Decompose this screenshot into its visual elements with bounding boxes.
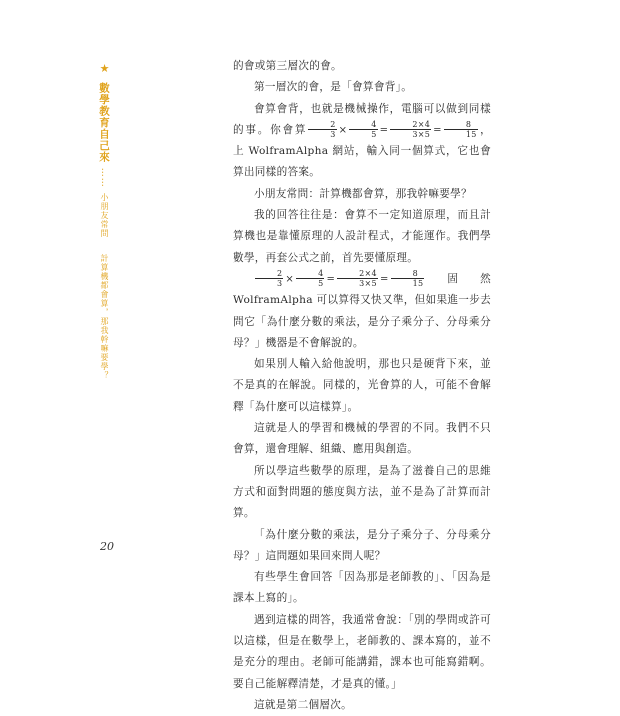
paragraph: 如果別人輸入給他說明，那也只是硬背下來，並不是真的在解說。同樣的，光會算的人，可能不會解釋「為什麼可以這樣算」。 bbox=[233, 358, 491, 413]
title-separator: …… bbox=[99, 167, 109, 188]
paragraph: 這就是第二個層次。 bbox=[254, 698, 353, 711]
paragraph: 有些學生會回答「因為那是老師教的」、「因為是課本上寫的」。 bbox=[233, 571, 491, 605]
fraction: $\frac{4}{5}$ bbox=[349, 120, 377, 139]
paragraph: 第一層次的會，是「會算會背」。 bbox=[254, 81, 413, 94]
paragraph: 這就是人的學習和機械的學習的不同。我們不只會算，還會理解、組織、應用與創造。 bbox=[233, 422, 491, 456]
body-text bbox=[233, 56, 491, 716]
paragraph: 我的回答往往是：會算不一定知道原理，而且計算機也是靠懂原理的人設計程式，才能運作。我們學數學，再套公式之前，首先要懂原理。 bbox=[233, 209, 491, 264]
fraction: $\frac{4}{5}$ bbox=[296, 269, 324, 288]
fraction: $\frac{2}{3}$ bbox=[255, 269, 283, 288]
page-number: 20 bbox=[100, 540, 114, 553]
paragraph-text: 固然 WolframAlpha 可以算得又快又準，但如果進一步去問它「為什麼分數的乘法，是分子乘分子、分母乘分母？」機器是不會解說的。 bbox=[233, 272, 491, 349]
running-head bbox=[96, 62, 112, 380]
chapter-title-line2: 計算機都會算，那我幹嘛要學？ bbox=[100, 253, 109, 380]
paragraph: $\frac{2}{3}$ × $\frac{4}{5}$ = $\frac{2\times 4}{3\times 5}$ = $\frac{8}{15}$ 固然 WolframAlpha 可以算得又快又準，但如果進一步去問它「為什麼分數的乘法，是分子乘分子、分母乘分母？」機器是不會解說的。 bbox=[233, 269, 491, 349]
paragraph: 小朋友常問：計算機都會算，那我幹嘛要學？ bbox=[254, 187, 472, 200]
fraction: $\frac{8}{15}$ bbox=[444, 120, 478, 139]
fraction: $\frac{2\times 4}{3\times 5}$ bbox=[337, 269, 378, 288]
paragraph: 「為什麼分數的乘法，是分子乘分子、分母乘分母？」這問題如果回來問人呢？ bbox=[233, 528, 491, 562]
chapter-title-line1: 小朋友常問 bbox=[100, 192, 109, 238]
paragraph: 的會或第三層次的會。 bbox=[233, 60, 342, 72]
paragraph-text: ，上 WolframAlpha 網站，輸入同一個算式，它也會算出同樣的答案。 bbox=[233, 123, 491, 179]
paragraph: 遇到這樣的問答，我通常會說：「別的學問或許可以這樣，但是在數學上，老師教的、課本寫的，並不是充分的理由。老師可能講錯，課本也可能寫錯啊。要自己能解釋清楚，才是真的懂。」 bbox=[233, 613, 491, 690]
fraction: $\frac{2}{3}$ bbox=[308, 120, 336, 139]
paragraph: 會算會背，也就是機械操作，電腦可以做到同樣的事。你會算 $\frac{2}{3}$ × $\frac{4}{5}$ = $\frac{2\times 4}{3\times 5}$ = $\frac{8}{15}$ ，上 WolframAlpha 網站，輸入同一個算式，它也會算出同樣的答案。 bbox=[233, 102, 491, 179]
star-icon: ★ bbox=[98, 62, 111, 75]
paragraph-text: 會算會背，也就是機械操作，電腦可以做到同樣的事。你會算 bbox=[233, 102, 491, 136]
fraction: $\frac{8}{15}$ bbox=[391, 269, 425, 288]
fraction: $\frac{2\times 4}{3\times 5}$ bbox=[390, 120, 431, 139]
paragraph: 所以學這些數學的原理，是為了滋養自己的思維方式和面對問題的態度與方法，並不是為了計算而計算。 bbox=[233, 464, 491, 520]
book-title: 數學教育自己來 bbox=[98, 82, 110, 163]
